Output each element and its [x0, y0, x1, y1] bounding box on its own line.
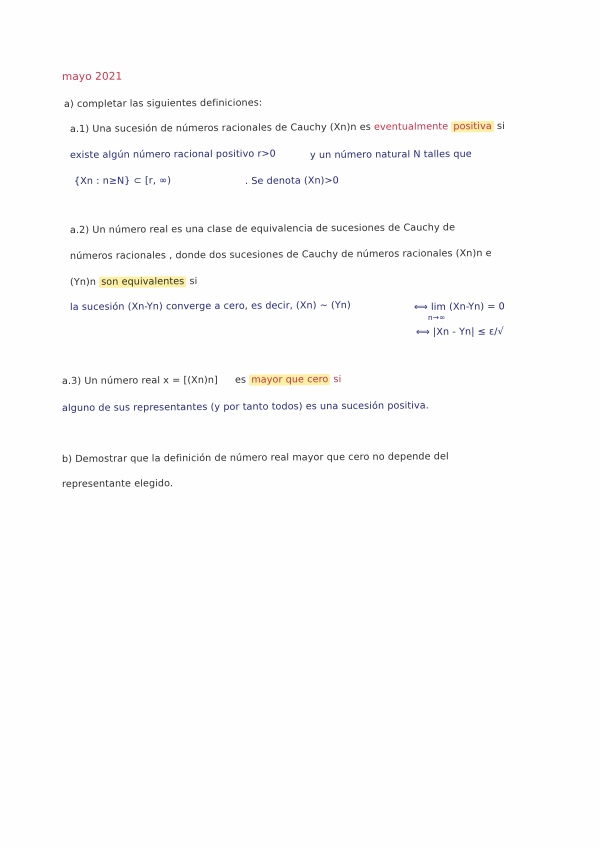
a2-line-4b: ⟺ lim (Xn-Yn) = 0 — [413, 301, 505, 313]
a2-limit-subscript: n→∞ — [427, 312, 446, 322]
a3-line-1 — [62, 374, 341, 387]
a2-yn-label: (Yn)n — [69, 276, 97, 288]
b-line-2: representante elegido. — [61, 478, 174, 490]
a2-line-4a: la sucesión (Xn-Yn) converge a cero, es decir, (Xn) ~ (Yn) — [69, 300, 351, 313]
a3-line-1-text: a.3) Un número real x = [(Xn)n] — [61, 374, 218, 387]
a3-es: es — [235, 374, 247, 386]
b-line-1: b) Demostrar que la definición de número real mayor que cero no depende del — [61, 451, 449, 465]
a1-line-1 — [70, 121, 505, 135]
a1-si: si — [496, 120, 505, 133]
a1-line-3b: . Se denota (Xn)>0 — [244, 175, 339, 187]
a3-si: si — [333, 374, 342, 386]
a2-si: si — [189, 276, 198, 288]
a1-line-2a: existe algún número racional positivo r>0 — [69, 148, 276, 161]
a1-eventualmente: eventualmente — [373, 121, 449, 133]
a3-line-2: alguno de sus representantes (y por tanto todos) es una sucesión positiva. — [61, 400, 429, 414]
a1-line-3a: {Xn : n≥N} ⊂ [r, ∞) — [73, 175, 172, 187]
a3-mayor-que-cero-highlight: mayor que cero — [251, 374, 329, 386]
a1-line-1-text: a.1) Una sucesión de números racionales de Cauchy (Xn)n es — [69, 121, 371, 135]
a1-positiva-highlight: positiva — [453, 121, 492, 133]
section-a-intro: a) completar las siguientes definiciones: — [63, 97, 263, 110]
a2-line-1: a.2) Un número real es una clase de equivalencia de sucesiones de Cauchy de — [69, 222, 456, 236]
a2-line-2: números racionales , donde dos sucesiones de Cauchy de números racionales (Xn)n e — [69, 248, 492, 262]
a1-line-2b: y un número natural N talles que — [309, 148, 472, 161]
a2-line-3 — [70, 276, 197, 288]
a2-equivalentes-highlight: son equivalentes — [101, 276, 185, 288]
date-heading: mayo 2021 — [61, 70, 123, 83]
a2-line-5: ⟺ |Xn - Yn| ≤ ε/√ — [415, 326, 504, 338]
